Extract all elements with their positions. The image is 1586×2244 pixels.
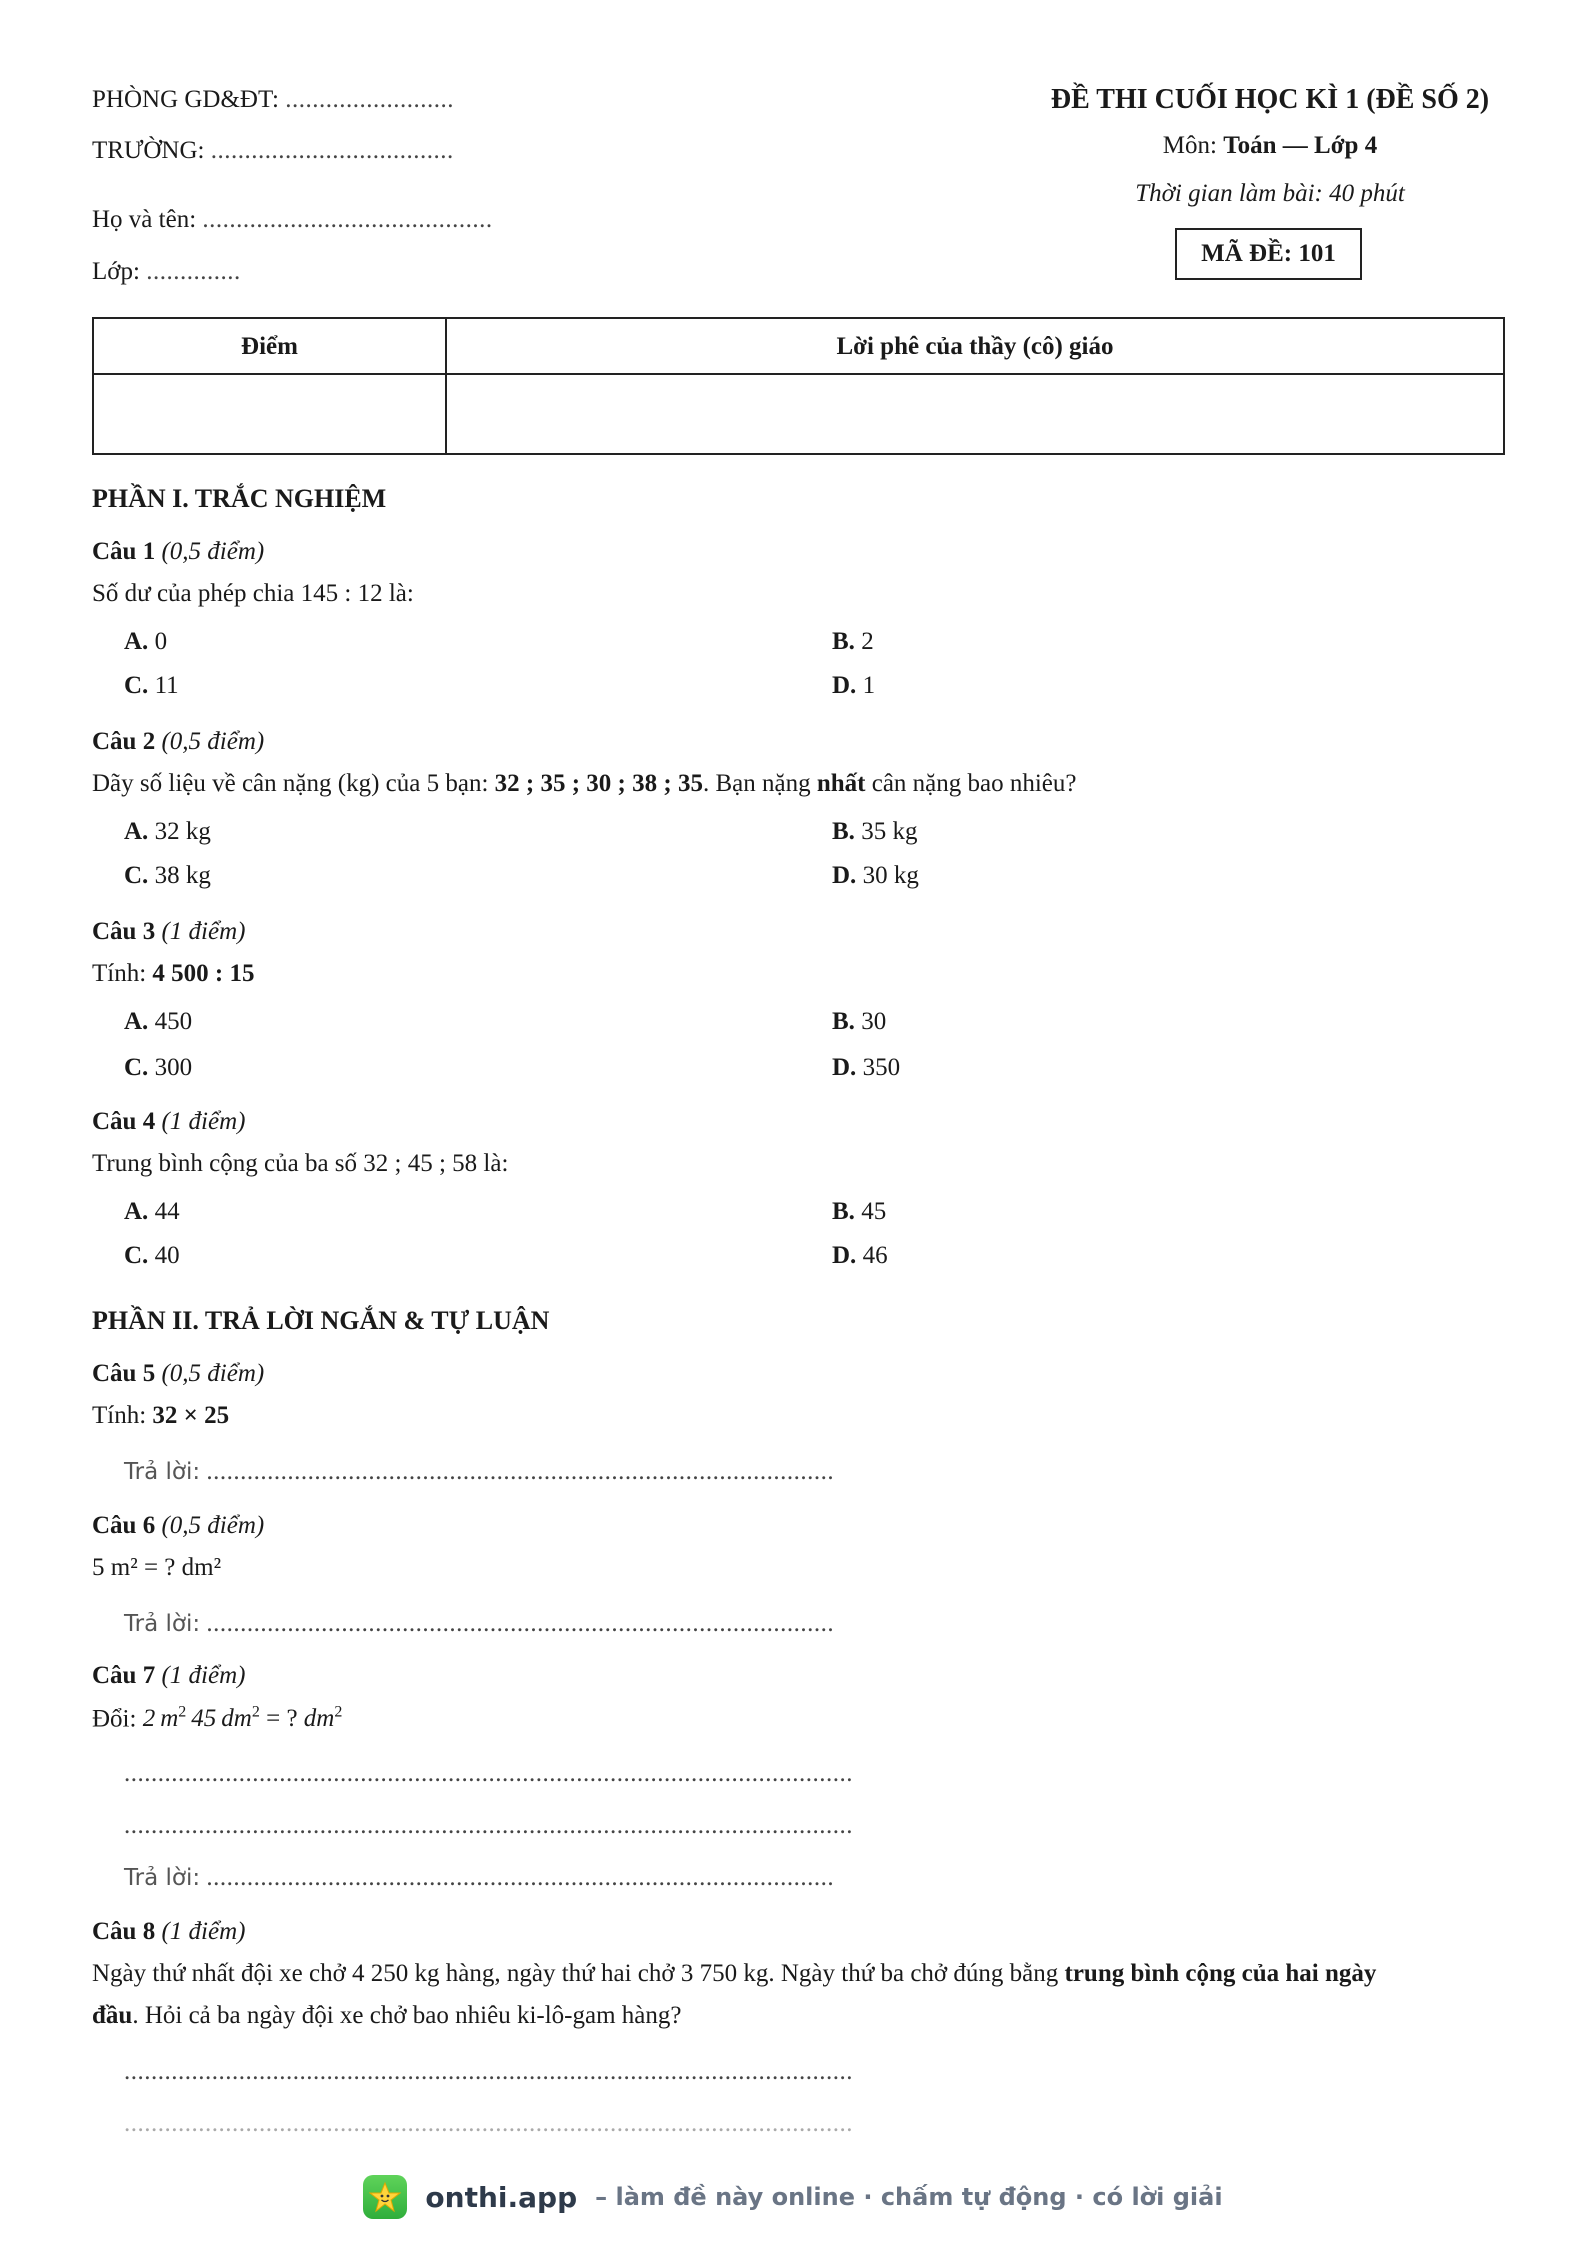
option-key: A.: [124, 818, 149, 845]
school-fill: ....................................: [210, 137, 454, 164]
q4-text: Trung bình cộng của ba số 32 ; 45 ; 58 là:: [92, 1150, 509, 1177]
option-value: 450: [154, 1008, 193, 1035]
q4-option-b[interactable]: [832, 1198, 886, 1226]
q8-text-line-2: [92, 2002, 681, 2030]
answer-dots: .............................................................................................: [206, 1458, 835, 1485]
q5-heading: [92, 1360, 264, 1388]
dept-fill: .........................: [285, 86, 454, 113]
subject-name: Toán — Lớp 4: [1223, 132, 1378, 159]
q3-points: (1 điểm): [161, 918, 246, 945]
q4-option-d[interactable]: [832, 1242, 888, 1270]
q3-option-a[interactable]: [124, 1008, 192, 1036]
school-line: [92, 137, 454, 165]
answer-label: Trả lời:: [124, 1611, 201, 1637]
q7-text-pre: Đổi:: [92, 1705, 137, 1733]
q4-heading: [92, 1108, 245, 1136]
option-key: C.: [124, 1242, 149, 1269]
q8-label: Câu 8: [92, 1918, 156, 1945]
work-dots: ............................................................................................................: [124, 2110, 853, 2137]
part1-title: PHẦN I. TRẮC NGHIỆM: [92, 484, 387, 513]
q7-work-line-1[interactable]: [124, 1760, 853, 1788]
option-key: A.: [124, 1198, 149, 1225]
q6-text: 5 m² = ? dm²: [92, 1554, 222, 1581]
q2-option-b[interactable]: [832, 818, 917, 846]
q2-text-mid: . Bạn nặng: [702, 770, 811, 797]
comment-column-header: Lời phê của thầy (cô) giáo: [836, 333, 1114, 360]
option-key: A.: [124, 628, 149, 655]
option-key: D.: [832, 672, 857, 699]
class-line: [92, 258, 241, 286]
answer-dots: .............................................................................................: [206, 1610, 835, 1637]
q1-heading: [92, 538, 264, 566]
q2-text-pre: Dãy số liệu về cân nặng (kg) của 5 bạn:: [92, 770, 489, 797]
option-value: 2: [861, 628, 874, 655]
score-column-header: Điểm: [241, 333, 298, 360]
option-value: 44: [154, 1198, 180, 1225]
answer-label: Trả lời:: [124, 1865, 201, 1891]
q2-label: Câu 2: [92, 728, 156, 755]
q7-text: [92, 1704, 342, 1733]
option-key: D.: [832, 1054, 857, 1081]
name-fill: ...........................................: [202, 206, 493, 233]
option-value: 350: [862, 1054, 901, 1081]
q5-label: Câu 5: [92, 1360, 156, 1387]
option-value: 38 kg: [154, 862, 211, 889]
q4-points: (1 điểm): [161, 1108, 246, 1135]
footer-tagline: – làm đề này online · chấm tự động · có lời giải: [595, 2183, 1223, 2211]
footer-banner[interactable]: [0, 2172, 1586, 2222]
q5-text: [92, 1402, 229, 1430]
option-value: 45: [861, 1198, 887, 1225]
school-label: TRƯỜNG:: [92, 137, 205, 164]
dept-label: PHÒNG GD&ĐT:: [92, 86, 279, 113]
q3-option-b[interactable]: [832, 1008, 886, 1036]
q8-line1-bold: trung bình cộng của hai ngày: [1064, 1960, 1377, 1987]
option-key: B.: [832, 818, 855, 845]
q6-answer-line[interactable]: [124, 1610, 834, 1638]
work-dots: ............................................................................................................: [124, 1760, 853, 1787]
q3-text: [92, 960, 255, 988]
q2-text-math: 32 ; 35 ; 30 ; 38 ; 35: [494, 770, 703, 797]
option-value: 40: [154, 1242, 180, 1269]
class-fill: ..............: [146, 258, 241, 285]
exam-code-box: MÃ ĐỀ: 101: [1175, 228, 1362, 280]
q2-heading: [92, 728, 264, 756]
q8-text-line-1: [92, 1960, 1376, 1988]
option-value: 30: [861, 1008, 887, 1035]
q2-text: [92, 770, 1077, 798]
q6-label: Câu 6: [92, 1512, 156, 1539]
q4-label: Câu 4: [92, 1108, 156, 1135]
option-key: C.: [124, 1054, 149, 1081]
q7-points: (1 điểm): [161, 1662, 246, 1689]
exam-time: Thời gian làm bài: 40 phút: [1135, 180, 1405, 207]
q8-line2-bold: đầu: [92, 2002, 133, 2029]
q7-label: Câu 7: [92, 1662, 156, 1689]
q2-points: (0,5 điểm): [161, 728, 265, 755]
q1-option-b[interactable]: [832, 628, 874, 656]
option-value: 30 kg: [862, 862, 919, 889]
q7-work-line-2[interactable]: [124, 1812, 853, 1840]
score-table: [92, 317, 1505, 455]
option-value: 11: [154, 672, 179, 699]
subject-prefix: Môn:: [1162, 132, 1217, 159]
q2-option-a[interactable]: [124, 818, 211, 846]
student-name-line: [92, 206, 493, 234]
q8-work-line-2[interactable]: [124, 2110, 853, 2138]
q7-heading: [92, 1662, 245, 1690]
q5-text-math: 32 × 25: [152, 1402, 230, 1429]
option-key: D.: [832, 862, 857, 889]
q1-label: Câu 1: [92, 538, 156, 565]
q6-points: (0,5 điểm): [161, 1512, 265, 1539]
option-key: D.: [832, 1242, 857, 1269]
q2-option-d[interactable]: [832, 862, 919, 890]
q8-work-line-1[interactable]: [124, 2058, 853, 2086]
q8-line1-pre: Ngày thứ nhất đội xe chở 4 250 kg hàng, ngày thứ hai chở 3 750 kg. Ngày thứ ba chở đúng bằng: [92, 1960, 1059, 1987]
answer-dots: .............................................................................................: [206, 1864, 835, 1891]
q7-math: 2 $m^2$ 45 $dm^2$ = ? $dm^2$: [142, 1704, 343, 1733]
subject-line: [1050, 132, 1490, 160]
option-value: 0: [154, 628, 168, 655]
q5-answer-line[interactable]: [124, 1458, 834, 1486]
q8-heading: [92, 1918, 245, 1946]
class-label: Lớp:: [92, 258, 140, 285]
answer-label: Trả lời:: [124, 1459, 201, 1485]
work-dots: ............................................................................................................: [124, 1812, 853, 1839]
q1-text-pre: Số dư của phép chia: [92, 580, 295, 607]
option-key: C.: [124, 862, 149, 889]
q1-points: (0,5 điểm): [161, 538, 265, 565]
exam-title: ĐỀ THI CUỐI HỌC KÌ 1 (ĐỀ SỐ 2): [1050, 84, 1490, 115]
option-value: 32 kg: [154, 818, 211, 845]
q3-heading: [92, 918, 245, 946]
star-face-icon: [363, 2175, 407, 2219]
q2-text-post: cân nặng bao nhiêu?: [871, 770, 1077, 797]
part2-title: PHẦN II. TRẢ LỜI NGẮN & TỰ LUẬN: [92, 1306, 550, 1335]
q4-option-a[interactable]: [124, 1198, 180, 1226]
name-label: Họ và tên:: [92, 206, 197, 233]
q3-label: Câu 3: [92, 918, 156, 945]
q1-text-post: là:: [388, 580, 414, 607]
option-value: 35 kg: [861, 818, 918, 845]
option-key: B.: [832, 1008, 855, 1035]
option-key: B.: [832, 628, 855, 655]
option-key: A.: [124, 1008, 149, 1035]
q2-option-c[interactable]: [124, 862, 211, 890]
option-value: 300: [154, 1054, 193, 1081]
option-key: C.: [124, 672, 149, 699]
q3-text-pre: Tính:: [92, 960, 147, 987]
q1-option-d[interactable]: [832, 672, 875, 700]
q7-answer-line[interactable]: [124, 1864, 834, 1892]
q4-option-c[interactable]: [124, 1242, 180, 1270]
work-dots: ............................................................................................................: [124, 2058, 853, 2085]
q3-option-d[interactable]: [832, 1054, 900, 1082]
q2-text-bold: nhất: [816, 770, 866, 797]
option-value: 1: [862, 672, 876, 699]
q5-points: (0,5 điểm): [161, 1360, 265, 1387]
q5-text-pre: Tính:: [92, 1402, 147, 1429]
q3-option-c[interactable]: [124, 1054, 192, 1082]
q8-points: (1 điểm): [161, 1918, 246, 1945]
q1-text: [92, 580, 414, 608]
q1-text-math: 145 : 12: [300, 580, 383, 607]
footer-brand[interactable]: onthi.app: [425, 2180, 578, 2214]
q1-option-a[interactable]: [124, 628, 167, 656]
q1-option-c[interactable]: [124, 672, 179, 700]
q8-line2-post: . Hỏi cả ba ngày đội xe chở bao nhiêu ki-lô-gam hàng?: [132, 2002, 682, 2029]
q6-heading: [92, 1512, 264, 1540]
option-key: B.: [832, 1198, 855, 1225]
q3-text-math: 4 500 : 15: [152, 960, 255, 987]
dept-line: [92, 86, 454, 114]
option-value: 46: [862, 1242, 888, 1269]
